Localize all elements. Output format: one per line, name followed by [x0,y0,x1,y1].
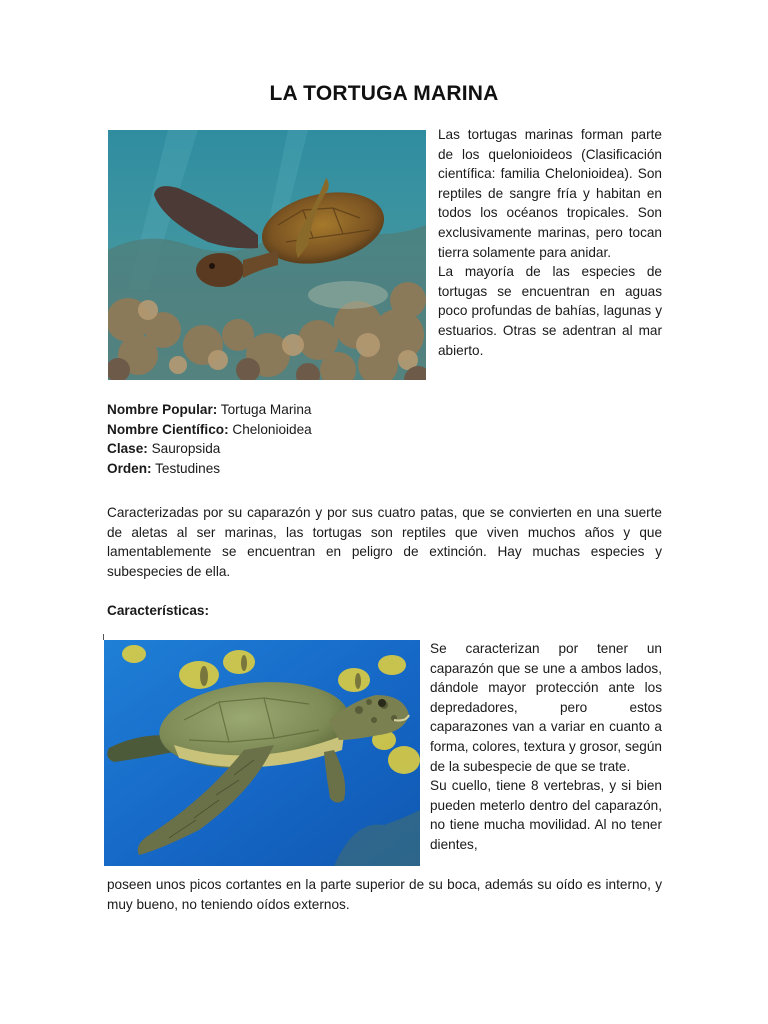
info-value: Tortuga Marina [217,402,312,417]
info-list [107,400,312,478]
document-title: LA TORTUGA MARINA [269,82,499,105]
info-label: Clase: [107,441,148,457]
intro-paragraph-1: Las tortugas marinas forman parte de los quelonioideos (Clasificación científica: familia Chelonioidea). Son reptiles de sangre fría y habitan en todos los océanos tropicales. Son exclusivamente marinas, pero tocan tierra solamente para anidar. [438,127,662,260]
info-value: Testudines [151,460,221,476]
info-value: Sauropsida [147,441,221,457]
intro-text-column [438,125,662,360]
characteristics-paragraph-1: Se caracterizan por tener un caparazón que se une a ambos lados, dándole mayor protección ante los depredadores, pero estos caparazones van a variar en cuanto a forma, colores, textura y grosor, según de la subespecie de que se trate. [430,641,662,774]
info-row-popular-name [107,400,312,420]
info-row-class [107,439,312,459]
info-row-order [107,459,312,479]
turtle-reef-image [108,130,426,380]
characteristics-paragraph-2: Su cuello, tiene 8 vertebras, y si bien pueden meterlo dentro del caparazón, no tiene mucha movilidad. Al no tener dientes, [430,778,662,852]
info-row-scientific-name [107,420,312,440]
info-value: Chelonioidea [228,421,312,437]
intro-paragraph-2: La mayoría de las especies de tortugas se encuentran en aguas poco profundas de bahías, lagunas y estuarios. Otras se adentran al mar abierto. [438,264,662,358]
info-label: Orden: [107,460,152,476]
info-label: Nombre Científico: [107,421,229,437]
characteristics-heading: Características: [107,603,210,618]
info-label: Nombre Popular: [107,402,218,417]
turtle-fish-image [104,640,420,866]
characteristics-continued: poseen unos picos cortantes en la parte superior de su boca, además su oído es interno, y muy bueno, no teniendo oídos externos. [107,877,662,912]
characteristics-text-column [430,639,662,855]
description-paragraph: Caracterizadas por su caparazón y por sus cuatro patas, que se convierten en una suerte de aletas al ser marinas, las tortugas son reptiles que viven muchos años y que lamentablemente se encuentran en peligro de extinción. Hay muchas especies y subespecies de ella. [107,505,662,579]
